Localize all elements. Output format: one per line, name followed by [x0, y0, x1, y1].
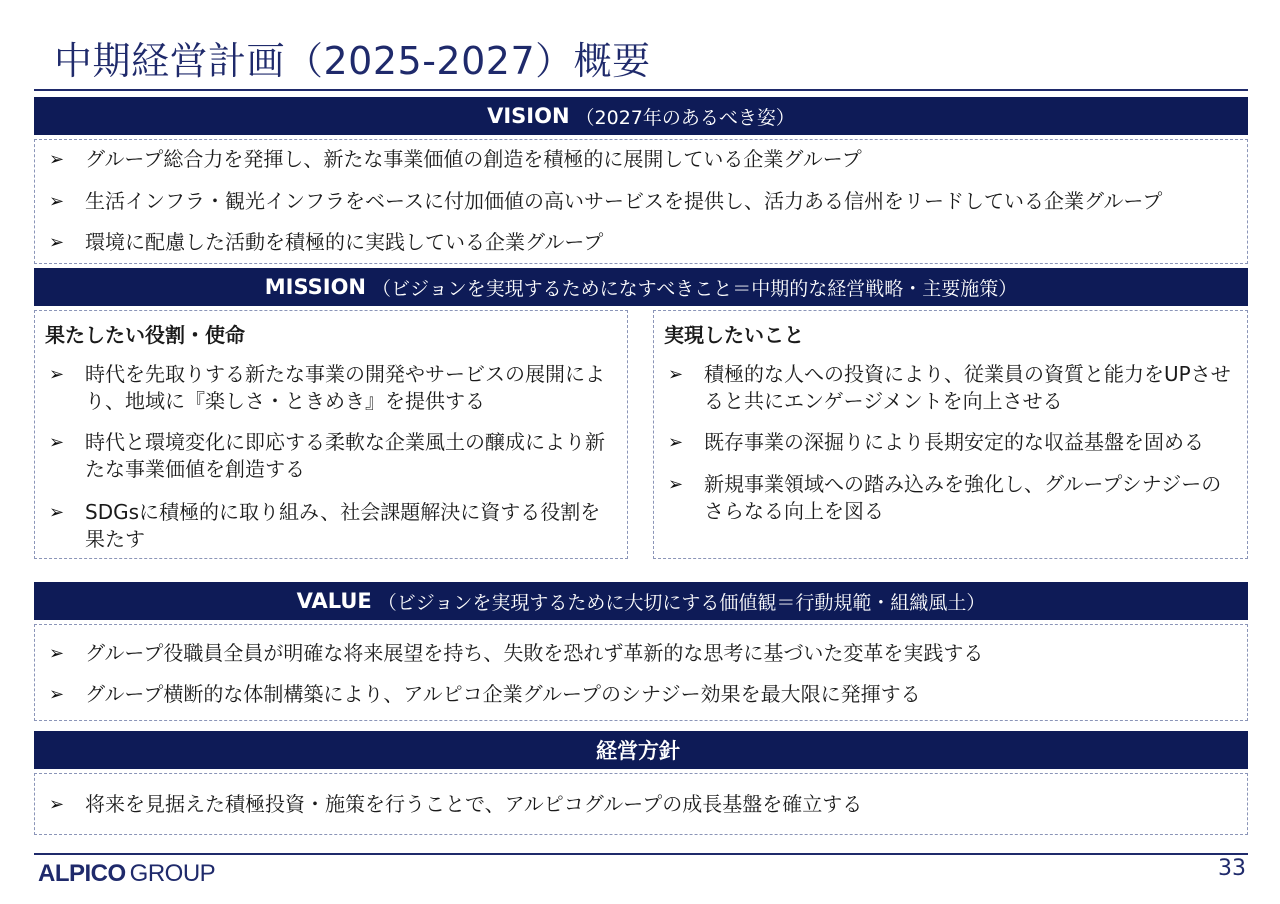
policy-item-text: 将来を見据えた積極投資・施策を行うことで、アルピコグループの成長基盤を確立する [85, 792, 863, 816]
page-number: 33 [1218, 856, 1246, 881]
arrow-bullet-icon: ➢ [668, 432, 684, 453]
page-title: 中期経営計画（2025-2027）概要 [54, 39, 651, 83]
policy-keyword: 経営方針 [596, 739, 680, 763]
vision-box [34, 139, 1248, 264]
value-item [49, 640, 1239, 667]
mission-left-item [49, 499, 619, 553]
mission-right-item-text: 新規事業領域への踏み込みを強化し、グループシナジーのさらなる向上を図る [704, 472, 1222, 523]
policy-header [34, 731, 1248, 769]
arrow-bullet-icon: ➢ [49, 432, 65, 453]
mission-left-item-text: SDGsに積極的に取り組み、社会課題解決に資する役割を果たす [85, 500, 601, 551]
value-keyword: VALUE [296, 589, 372, 613]
logo-group-text: GROUP [129, 860, 216, 887]
arrow-bullet-icon: ➢ [49, 191, 65, 212]
mission-left-item [49, 361, 619, 415]
mission-left-box [34, 310, 628, 559]
arrow-bullet-icon: ➢ [668, 474, 684, 495]
mission-keyword: MISSION [264, 275, 366, 299]
vision-item [49, 146, 1239, 173]
logo-brand-text: ALPICO [38, 860, 126, 887]
arrow-bullet-icon: ➢ [49, 232, 65, 253]
vision-subtitle: （2027年のあるべき姿） [575, 106, 795, 129]
mission-right-item [668, 471, 1239, 525]
mission-left-heading: 果たしたい役割・使命 [45, 323, 245, 347]
value-item [49, 681, 1239, 708]
policy-box [34, 773, 1248, 835]
arrow-bullet-icon: ➢ [49, 684, 65, 705]
title-divider [34, 89, 1248, 91]
policy-item [49, 791, 1239, 818]
value-item-text: グループ役職員全員が明確な将来展望を持ち、失敗を恐れず革新的な思考に基づいた変革を実践する [85, 641, 984, 665]
arrow-bullet-icon: ➢ [49, 364, 65, 385]
arrow-bullet-icon: ➢ [49, 643, 65, 664]
mission-left-item-text: 時代を先取りする新たな事業の開発やサービスの展開により、地域に『楽しさ・ときめき』を提供する [85, 362, 605, 413]
mission-left-item [49, 429, 619, 483]
vision-item [49, 188, 1239, 215]
mission-right-box [653, 310, 1248, 559]
value-box [34, 624, 1248, 721]
value-subtitle: （ビジョンを実現するために大切にする価値観＝行動規範・組織風土） [377, 591, 986, 614]
vision-keyword: VISION [487, 104, 570, 128]
arrow-bullet-icon: ➢ [668, 364, 684, 385]
vision-header [34, 97, 1248, 135]
mission-right-item [668, 361, 1239, 415]
vision-item-text: 環境に配慮した活動を積極的に実践している企業グループ [85, 230, 604, 254]
mission-subtitle: （ビジョンを実現するためになすべきこと＝中期的な経営戦略・主要施策） [372, 277, 1018, 300]
mission-left-item-text: 時代と環境変化に即応する柔軟な企業風土の醸成により新たな事業価値を創造する [85, 430, 605, 481]
vision-item [49, 229, 1239, 256]
value-header [34, 582, 1248, 620]
arrow-bullet-icon: ➢ [49, 502, 65, 523]
alpico-logo [38, 860, 215, 888]
arrow-bullet-icon: ➢ [49, 794, 65, 815]
vision-item-text: グループ総合力を発揮し、新たな事業価値の創造を積極的に展開している企業グループ [85, 147, 862, 171]
mission-right-item-text: 積極的な人への投資により、従業員の資質と能力をUPさせると共にエンゲージメントを向上させる [704, 362, 1231, 413]
arrow-bullet-icon: ➢ [49, 149, 65, 170]
mission-right-heading: 実現したいこと [664, 323, 804, 347]
mission-right-item [668, 429, 1239, 456]
vision-item-text: 生活インフラ・観光インフラをベースに付加価値の高いサービスを提供し、活力ある信州をリードしている企業グループ [85, 189, 1163, 213]
mission-right-item-text: 既存事業の深掘りにより長期安定的な収益基盤を固める [704, 430, 1204, 454]
footer-divider [34, 853, 1248, 855]
mission-header [34, 268, 1248, 306]
value-item-text: グループ横断的な体制構築により、アルピコ企業グループのシナジー効果を最大限に発揮する [85, 682, 921, 706]
